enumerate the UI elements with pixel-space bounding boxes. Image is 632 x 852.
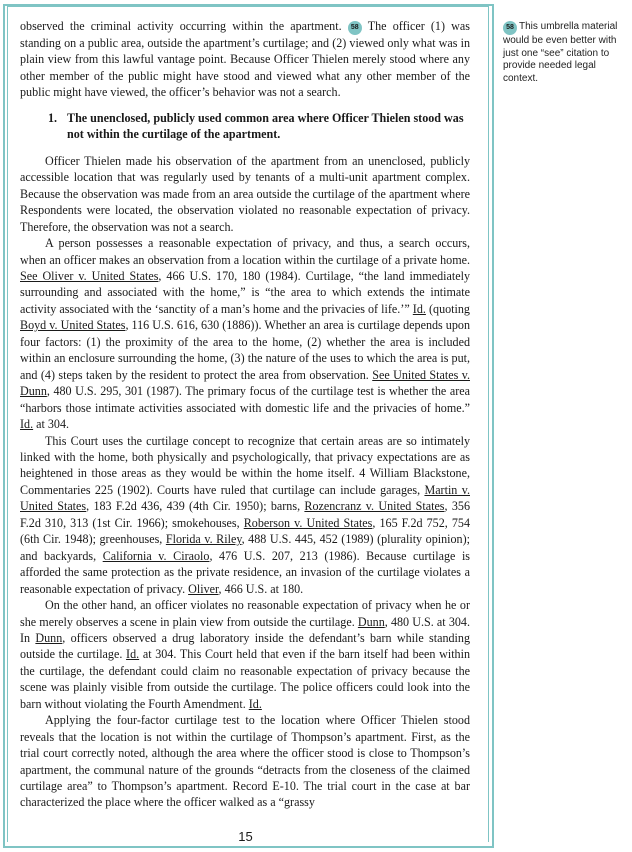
- case-citation: Florida v. Riley: [165, 532, 242, 547]
- text-run: observed the criminal activity occurring within the apartment.: [20, 19, 348, 33]
- case-citation: Martin v. United States: [20, 482, 470, 514]
- text-run: , 183 F.2d 436, 439 (4th Cir. 1950); barns,: [86, 499, 305, 514]
- case-citation: Id.: [126, 647, 140, 662]
- text-run: , 466 U.S. 170, 180 (1984). Curtilage, “the land immediately surrounding and associated with the home,” is “the area to which extends the intimate activity associated with the ‘sanctity of a man’s home and the privacies of life.’”: [20, 268, 470, 316]
- paragraph-1: [20, 153, 470, 235]
- text-run: Officer Thielen made his observation of the apartment from an unenclosed, publicly accessible location that was regularly used by tenants of a multi-unit apartment complex. Because the observation was made from an area outside the curtilage of the apartment where Respondents were located, the observation violated no reasonable expectation of privacy. Therefore, the observation was not a search.: [20, 153, 470, 234]
- paragraph-3: [20, 433, 470, 598]
- text-run: , 476 U.S. 207, 213 (1986). Because curtilage is afforded the same protection as the private residence, an invasion of the curtilage violates a reasonable expectation of privacy.: [20, 548, 471, 596]
- section-heading: [48, 110, 467, 143]
- text-run: Applying the four-factor curtilage test to the location where Officer Thielen stood reveals that the location is not within the curtilage of Thompson’s apartment. First, as the trial court correctly noted, although the area where the officer stood is close to Thompson’s apartment, the communal nature of the grounds “detracts from the closeness of the claimed curtilage area” to Thompson’s apartment. Record E-10. The trial court in the case at bar characterized the place where the officer walked as a “grassy: [20, 713, 470, 810]
- paragraph-5: [20, 712, 470, 811]
- paragraph-2: [20, 235, 470, 432]
- case-citation: Dunn: [357, 614, 385, 629]
- text-run: (quoting: [425, 301, 470, 316]
- text-run: at 304. This Court held that even if the barn itself had been within the curtilage, the defendant could claim no reasonable expectation of privacy because the scene was plainly visible from outside the curtilage. The police officers could look into the barn without violating the Fourth Amendment.: [20, 647, 471, 711]
- case-citation: Roberson v. United States: [243, 515, 373, 530]
- comment-text: This umbrella material would be even better with just one “see” citation to provide needed legal context.: [503, 21, 618, 84]
- case-citation: Id.: [248, 696, 262, 711]
- text-run: A person possesses a reasonable expectation of privacy, and thus, a search occurs, when an officer makes an observation from a location within the curtilage of a private home.: [20, 236, 470, 267]
- case-citation: Id.: [412, 301, 426, 316]
- case-citation: Dunn: [35, 630, 63, 645]
- case-citation: Boyd v. United States: [20, 318, 126, 333]
- text-run: , 480 U.S. 295, 301 (1987). The primary focus of the curtilage test is whether the area “harbors those intimate activities associated with domestic life and the privacies of home.”: [20, 384, 470, 415]
- case-citation: See Oliver v. United States: [20, 268, 159, 283]
- heading-text: The unenclosed, publicly used common area where Officer Thielen stood was not within the curtilage of the apartment.: [67, 110, 464, 142]
- case-citation: Rozencranz v. United States: [304, 499, 445, 514]
- intro-paragraph: [20, 18, 470, 101]
- page-number: 15: [238, 829, 253, 844]
- comment-marker: 58: [348, 21, 362, 35]
- case-citation: Id.: [20, 417, 34, 432]
- text-run: , 488 U.S. 445, 452 (1989) (plurality opinion); and backyards,: [20, 532, 470, 563]
- case-citation: See United States v. Dunn: [20, 367, 470, 399]
- brief-body: [20, 18, 470, 811]
- comment-marker: 58: [503, 21, 517, 35]
- paragraph-4: [20, 597, 470, 712]
- text-run: , 466 U.S. at 180.: [218, 581, 304, 596]
- heading-number: 1.: [48, 110, 58, 125]
- text-run: The officer (1) was standing on a public area, outside the apartment’s curtilage; and (2) viewed only what was in plain view from this lawful vantage point. Because Officer Thielen merely stood where any other member of the public might have stood and viewed what any other member of the public might have viewed, the officer’s behavior was not a search.: [20, 19, 470, 100]
- text-run: at 304.: [33, 417, 70, 432]
- text-run: , 165 F.2d 752, 754 (6th Cir. 1948); greenhouses,: [20, 515, 470, 547]
- text-run: On the other hand, an officer violates no reasonable expectation of privacy when he or she merely observes a scene in plain view from outside the curtilage.: [20, 598, 470, 629]
- text-run: , 480 U.S. at 304. In: [20, 614, 470, 645]
- text-run: , 356 F.2d 310, 313 (1st Cir. 1966); smokehouses,: [20, 499, 471, 530]
- case-citation: Oliver: [188, 581, 219, 596]
- text-run: , officers observed a drug laboratory inside the defendant’s barn while standing outside the curtilage.: [20, 630, 470, 662]
- case-citation: California v. Ciraolo: [102, 548, 210, 563]
- text-run: This Court uses the curtilage concept to recognize that certain areas are so intimately linked with the home, both physically and psychologically, that privacy expectations are as heightened in those areas as they would be within the home itself. 4 William Blackstone, Commentaries 225 (1902). Courts have ruled that curtilage can include garages,: [20, 433, 470, 497]
- margin-comment: [503, 21, 630, 85]
- text-run: , 116 U.S. 616, 630 (1886)). Whether an area is curtilage depends upon four factors: (1) the proximity of the area to the home, (2) whether the area is included within an enclosure surrounding the home, (3) the nature of the uses to which the area is put, and (4) steps taken by the resident to protect the area from observation.: [20, 318, 470, 382]
